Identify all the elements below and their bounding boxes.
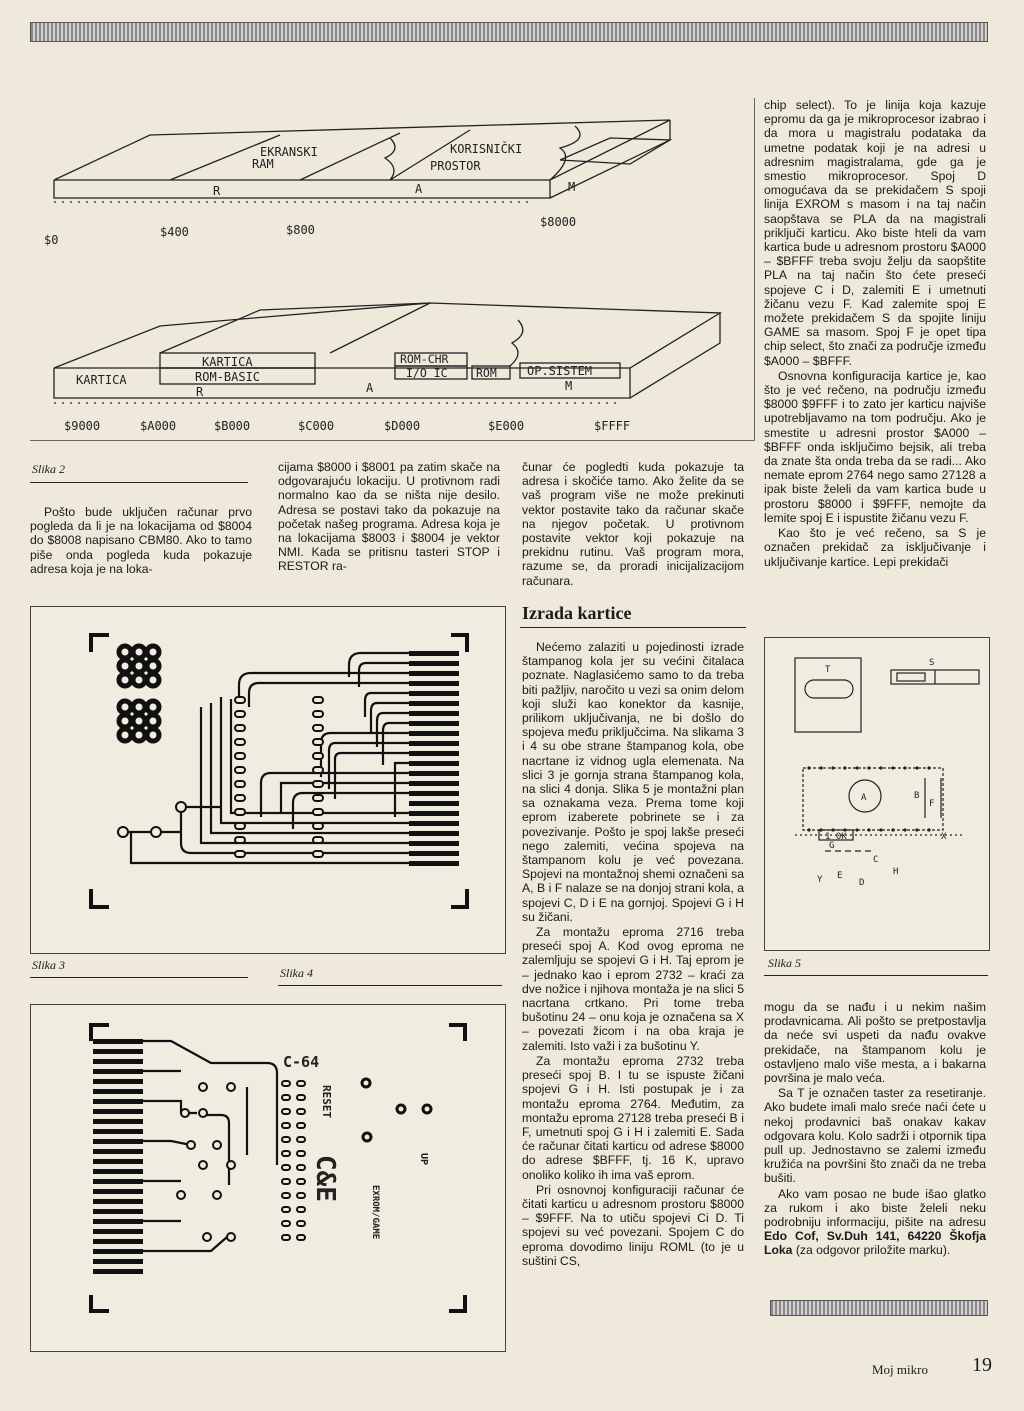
paragraph: čunar će pogledti kuda pokazuje ta adresa i skočiće tamo. Ako želite da se vaš program više ne može prekinuti vektor postavite tako da računar skače na njegov početak. U protivnom postavite vektor koji pokazuje na prekidnu rutinu. Vaš program mora, razume se, da proradi inicijalizacijom računara. (522, 460, 744, 588)
paragraph: Za montažu eproma 2716 treba preseći spoj A. Kod ovog eproma ne zalemljuju se spojevi G i H. Taj eprom je – jednako kao i eprom 2732 – kraći za dve nožice i njihova montaža je na slici 5 nacrtana crtkano. Pri tome treba bušotinu 24 – onu koja je označena sa X – povezati žicom i na oba kraja je zalemiti. Isto važi i za bušotinu Y. (522, 925, 744, 1053)
fig2-bottom-block: ROM-BASIC (195, 370, 261, 384)
text-column-3-body (522, 640, 744, 1269)
fig2-top-address: $800 (286, 223, 315, 237)
fig5-label: F (929, 799, 935, 809)
fig2-top-block: KORISNIČKI (450, 142, 523, 156)
text-column-3 (522, 460, 744, 589)
assembly-plan-figure (764, 637, 990, 951)
fig2-bottom-block: ROM-CHR (400, 352, 449, 366)
up-label: UP (418, 1153, 429, 1166)
edge-connector (409, 651, 459, 866)
heading-rule (520, 627, 746, 628)
reset-label: RESET (320, 1085, 333, 1119)
fig5-label: H (893, 867, 899, 877)
contact-paragraph (764, 1187, 986, 1258)
fig5-label: 1 0K (825, 832, 847, 842)
figure-5-caption: Slika 5 (768, 956, 801, 970)
contact-text: (za odgovor priložite marku). (792, 1243, 951, 1258)
contact-address: Edo Cof, Sv.Duh 141, 64220 Škofja Loka (764, 1229, 986, 1258)
memory-map-diagram (30, 98, 754, 440)
paragraph: Pri osnovnoj konfiguraciji računar će čitati karticu u adresnom prostoru $8000 – $9FFF. Na to utiču spojevi Ci D. Ti spojevi su već povezani. Spojem C do eproma dovodimo liniju ROML (to je u suštini CS, (522, 1182, 744, 1268)
figure-3-caption: Slika 3 (32, 958, 65, 972)
fig2-top-block: RAM (252, 157, 274, 171)
figure-4-caption: Slika 4 (280, 966, 313, 980)
fig2-top-letter: M (568, 180, 576, 194)
text-column-4-bottom (764, 1000, 986, 1259)
fig2-bottom-address: $E000 (488, 419, 525, 433)
paragraph: Sa T je označen taster za resetiranje. Ako budete imali malo sreće naći ćete u nekoj prodavnici baš onakav kakav odgovara kolu. Kolo sadrži i otpornik tipa pull up. Jednostavno se zalemi između kružića na površini što znači da ne treba bušiti. (764, 1086, 986, 1186)
text-column-4 (764, 98, 986, 570)
board-label: C-64 (283, 1053, 320, 1071)
fig2-top-block: PROSTOR (430, 159, 481, 173)
fig2-bottom-letter: R (196, 385, 204, 399)
magazine-name: Moj mikro (872, 1362, 928, 1377)
fig2-bottom-address: $9000 (64, 419, 101, 433)
paragraph: Pošto bude uključen računar prvo pogleda da li je na lokacijama od $8004 do $8008 napisano CBM80. Ako to tamo piše onda pogleda kuda pokazuje adresa koja je na loka- (30, 505, 252, 576)
contact-text: Ako vam posao ne bude išao glatko za rukom i ako biste želeli neku podrobniju informaciju, pišite na adresu (764, 1186, 986, 1230)
fig2-bottom-block: KARTICA (202, 355, 253, 369)
switch-pad-grid (119, 646, 159, 741)
logo-label: C&E (310, 1155, 340, 1202)
paragraph: chip select). To je linija koja kazuje epromu da ga je mikroprocesor izabrao i da mora u magistralu podataka da umetne podatak koji je na adresi u adresnim magistralama, gde ga je smestio mikroprocesor. Spoj D omogućava da se prekidačem S spoji linija EXROM s masom i na taj način saopštava se PLA da na magistrali priključi karticu. Ako biste hteli da vam kartica bude u adresnom prostoru $A000 – $BFFF treba svoju želju da saopštite PLA na taj način što ćete preseći spojeve C i D, zalemiti E i umetnuti žičanu vezu F. Kad zalemite spoj E možete prekidačem S da spojite liniju GAME sa masom. Spoj F je opet tipa chip select, što znači za područje između $A000 – $BFFF. (764, 98, 986, 368)
paragraph: Osnovna konfiguracija kartice je, kao što je već rečeno, na području između $8000 $9FFF i to zato jer karticu najviše upotrebljavamo na tom području. Ako je smestite u adresni prostor $A000 – $BFFF onda isključimo bejsik, ali treba da znate šta onda treba da se radi... Ako nemate eprom 2764 nego samo 27128 a ipak biste želeli da vam kartica bude u prostoru $8000 i $9FFF, nemojte da lemite spoj E i ispustite žičanu vezu F. (764, 368, 986, 525)
page-number: 19 (972, 1354, 992, 1376)
paragraph: mogu da se nađu i u nekim našim prodavnicama. Ali pošto se pretpostavlja da neće svi uspeti da nađu ovakve prekidače, na štampanom kolu je ostavljeno malo više mesta, a i bakarna površina je malo veća. (764, 1000, 986, 1086)
pcb-top-figure (30, 606, 506, 954)
pcb-traces (143, 1041, 277, 1251)
paragraph: cijama $8000 i $8001 pa zatim skače na odgovarajuću lokaciju. U protivnom radi normalno kao da se ništa nije desilo. Adresa se postavi tako da pokazuje na početak našeg programa. Adresa koja je na lokacijama $8003 i $8004 je vektor NMI. Kada se pritisnu tasteri STOP i RESTOR ra- (278, 460, 500, 574)
text-column-1 (30, 505, 252, 577)
fig2-top-address: $8000 (540, 215, 577, 229)
fig2-bottom-address: $FFFF (594, 419, 631, 433)
fig2-top-letter: A (415, 182, 423, 196)
exrom-game-label: EXROM/GAME (370, 1185, 380, 1240)
paragraph: Nećemo zalaziti u pojedinosti izrade štampanog kola jer su većini čitalaca poznate. Naglasićemo samo to da treba biti pažljiv, naročito u vezi sa onim delom koji služi kao konektor da kasnije, prilikom uključivanja, ne bi došlo do spojeva među priključcima. Na slikama 3 i 4 su obe strane štampanog kola, obe nacrtane iz vidnog ugla elemenata. Na slici 3 je gornja strana štampanog kola, na slici 4 donja. Slika 5 je montažni plan sa oznakama veza. Prema tome koji eprom izaberete pobrinete se i za povezivanje. Pošto je spoj lakše preseći nego zalemiti, većina spojeva na štampanom kolu je već povezana. Spojevi na montažnoj shemi označeni sa A, B i F nalaze se na donjoj strani kola, a spojevi C, D i E na gornjoj. Spojevi G i H su žičani. (522, 640, 744, 924)
fig5-label: B (914, 791, 920, 801)
paragraph: Kao što je već rečeno, sa S je označen prekidač za isključivanje i uključivanje kartice. Lepi prekidači (764, 526, 986, 569)
fig5-label: X (941, 832, 947, 842)
top-header-bar (30, 22, 988, 42)
fig2-top-block: EKRANSKI (260, 145, 318, 159)
fig2-top-letter: R (213, 184, 221, 198)
fig2-bottom-block: I/O IC (406, 366, 448, 380)
fig2-bottom-block: ROM (476, 366, 497, 380)
pcb-traces (121, 653, 409, 863)
fig2-bottom-letter: M (565, 379, 573, 393)
fig2-bottom-address: $B000 (214, 419, 251, 433)
assembly-plan-diagram (765, 638, 989, 950)
text-column-2 (278, 460, 500, 575)
fig2-bottom-block: OP.SISTEM (527, 364, 593, 378)
section-heading: Izrada kartice (522, 603, 632, 623)
edge-connector (93, 1039, 143, 1274)
paragraph: Za montažu eproma 2732 treba preseći spoj B. I tu se ispuste žičani spojevi G i H. Isti postupak je i za montažu eproma 2764. Međutim, za montažu eproma 27128 treba preseći B i F, umetnuti spoj G i H i zalemiti E. Sada će računar čitati karticu od adrese $8000 do adrese $BFFF, tj. 16 K, upravo onoliko koliko ih ima vaš eprom. (522, 1053, 744, 1182)
fig5-label: D (859, 878, 865, 888)
switch-holes (362, 1079, 431, 1141)
fig2-bottom-address: $D000 (384, 419, 421, 433)
fig5-label: A (861, 793, 867, 803)
caption-rule (30, 482, 248, 483)
pcb-top-diagram (31, 607, 505, 953)
fig2-bottom-address: $C000 (298, 419, 335, 433)
fig2-top-address: $0 (44, 233, 59, 247)
fig5-label: C (873, 855, 879, 865)
fig2-bottom-address: $A000 (140, 419, 177, 433)
memory-map-figure (30, 98, 755, 441)
pcb-bottom-diagram (31, 1005, 505, 1351)
fig5-label: T (825, 665, 831, 675)
caption-rule (278, 985, 502, 986)
fig5-label: G (829, 841, 835, 851)
fig2-bottom-letter: A (366, 381, 374, 395)
bottom-footer-bar (770, 1300, 988, 1316)
fig2-bottom-block: KARTICA (76, 373, 127, 387)
caption-rule (764, 975, 988, 976)
ic-pads (177, 1081, 305, 1241)
pcb-bottom-figure (30, 1004, 506, 1352)
fig5-label: Y (817, 875, 823, 885)
fig5-label: S (929, 658, 935, 668)
fig5-label: E (837, 871, 843, 881)
figure-2-caption: Slika 2 (32, 462, 65, 476)
fig2-top-address: $400 (160, 225, 189, 239)
caption-rule (30, 977, 248, 978)
